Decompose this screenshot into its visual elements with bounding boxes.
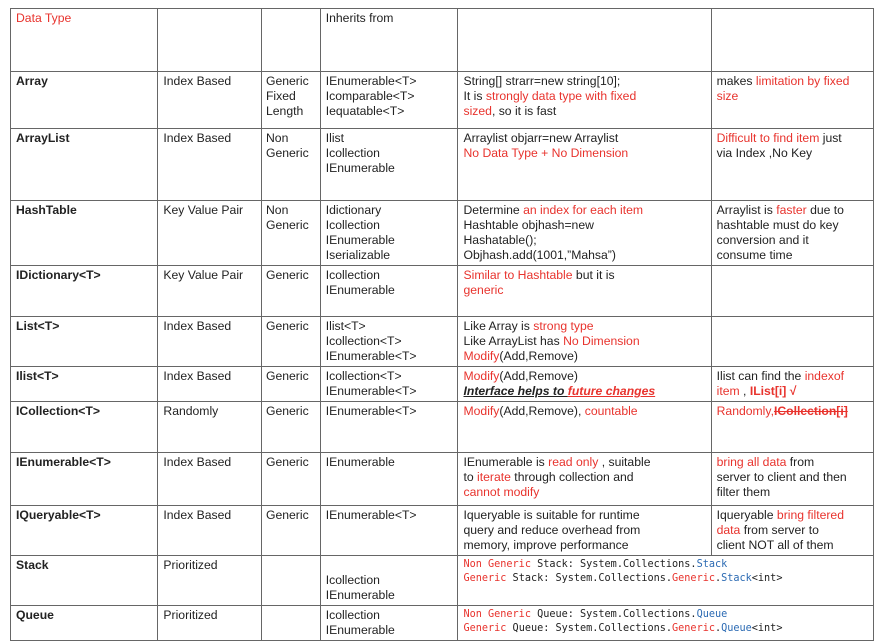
data-type-name: IQueryable<T> (11, 506, 158, 556)
table-row (11, 402, 874, 453)
generic-type (261, 266, 320, 317)
description-line (463, 485, 705, 500)
description (458, 72, 711, 129)
table-row (11, 556, 874, 606)
interface-name: IEnumerable<T> (325, 508, 417, 522)
text-segment: future changes (567, 384, 656, 398)
code-line (463, 622, 868, 636)
interface-name: Iequatable<T> (325, 104, 405, 118)
interface-name: Icollection (325, 608, 380, 622)
text-segment: from server to (740, 523, 819, 537)
note-line (717, 470, 868, 485)
interface-name: IEnumerable<T> (325, 74, 417, 88)
interface-name: Icollection<T> (325, 334, 402, 348)
interface-name: Icollection (325, 573, 380, 587)
text-segment: , suitable (598, 455, 651, 469)
text-segment: IList[i] √ (749, 384, 797, 398)
data-type-name: IEnumerable<T> (11, 453, 158, 506)
interface-name: IEnumerable (325, 161, 395, 175)
text-segment: limitation by fixed (755, 74, 850, 88)
inherits-from-list (320, 556, 458, 606)
data-type-name: Array (11, 72, 158, 129)
text-segment: faster (776, 203, 807, 217)
interface-name: Icollection<T> (325, 369, 402, 383)
text-segment: Generic (463, 573, 507, 584)
text-segment: due to (806, 203, 844, 217)
collections-comparison-table (10, 8, 874, 641)
table-row (11, 72, 874, 129)
text-segment: Similar to Hashtable (463, 268, 573, 282)
access-method: Key Value Pair (158, 266, 262, 317)
description-line (463, 455, 705, 470)
generic-label: Generic (265, 508, 309, 522)
text-segment: . (714, 623, 722, 634)
description-line (463, 233, 705, 248)
generic-label: Generic (265, 146, 309, 160)
note (711, 402, 873, 453)
generic-label: Length (265, 104, 304, 118)
interface-name: IEnumerable (325, 283, 395, 297)
note-line (717, 369, 868, 384)
note-line (717, 508, 868, 523)
text-segment: query and reduce overhead from (463, 523, 641, 537)
text-segment: just (819, 131, 842, 145)
text-segment: filter them (716, 485, 771, 499)
access-method: Prioritized (158, 606, 262, 641)
note-line (717, 404, 868, 419)
inherits-from-list (320, 266, 458, 317)
text-segment: (Add,Remove) (499, 349, 578, 363)
table-row (11, 367, 874, 402)
code-line (463, 572, 868, 586)
text-segment: through collection and (510, 470, 634, 484)
interface-name: IEnumerable (325, 233, 395, 247)
interface-name: IEnumerable<T> (325, 384, 417, 398)
generic-type (261, 453, 320, 506)
description (458, 367, 711, 402)
text-segment: Iqueryable (716, 508, 777, 522)
text-segment: an index for each item (523, 203, 644, 217)
note-line (717, 523, 868, 538)
text-segment: <int> (751, 623, 783, 634)
note-line (717, 131, 868, 146)
text-segment: size (716, 89, 739, 103)
note-line (717, 203, 868, 218)
generic-label: Non (265, 203, 289, 217)
description-line (463, 74, 705, 89)
text-segment: to (463, 470, 478, 484)
text-segment: bring all data (716, 455, 787, 469)
text-segment: Queue (696, 609, 728, 620)
text-segment: Stack (721, 573, 752, 584)
text-segment: Arraylist is (716, 203, 777, 217)
text-segment: bring filtered (776, 508, 844, 522)
description-line (463, 508, 705, 523)
description-line (463, 384, 705, 399)
note-line (717, 233, 868, 248)
header-inherits-from: Inherits from (320, 9, 458, 72)
note-line (717, 218, 868, 233)
inherits-from-list (320, 402, 458, 453)
inherits-from-list (320, 367, 458, 402)
description-line (463, 131, 705, 146)
generic-label: Generic (265, 404, 309, 418)
text-segment: Interface helps to (463, 384, 568, 398)
header-empty-cell (158, 9, 262, 72)
text-segment: hashtable must do key (716, 218, 839, 232)
note-line (717, 455, 868, 470)
description (458, 129, 711, 201)
text-segment: Hashatable(); (463, 233, 537, 247)
generic-label: Fixed (265, 89, 296, 103)
access-method: Randomly (158, 402, 262, 453)
description (458, 402, 711, 453)
text-segment: Stack (696, 559, 728, 570)
text-segment: Determine (463, 203, 524, 217)
access-method: Key Value Pair (158, 201, 262, 266)
text-segment: client NOT all of them (716, 538, 834, 552)
text-segment: generic (463, 283, 504, 297)
description-line (463, 334, 705, 349)
note (711, 266, 873, 317)
text-segment: conversion and it (716, 233, 809, 247)
text-segment: Like Array is (463, 319, 534, 333)
text-segment: IEnumerable is (463, 455, 549, 469)
interface-name: Icomparable<T> (325, 89, 415, 103)
note-line (717, 538, 868, 553)
text-segment: Stack: System.Collections. (530, 559, 697, 570)
text-segment: Modify (463, 369, 500, 383)
table-row (11, 201, 874, 266)
description (458, 266, 711, 317)
text-segment: countable (584, 404, 638, 418)
text-segment: Generic (463, 623, 507, 634)
text-segment: Generic (672, 623, 715, 634)
interface-name: Ilist (325, 131, 344, 145)
description-line (463, 283, 705, 298)
text-segment: Ilist can find the (716, 369, 805, 383)
access-method: Index Based (158, 506, 262, 556)
description-line (463, 104, 705, 119)
inherits-from-list (320, 129, 458, 201)
interface-name: IEnumerable<T> (325, 349, 417, 363)
text-segment: <int> (751, 573, 783, 584)
table-row (11, 453, 874, 506)
description (458, 201, 711, 266)
access-method: Index Based (158, 367, 262, 402)
code-line (463, 558, 868, 572)
text-segment: Generic (672, 573, 715, 584)
text-segment: consume time (716, 248, 793, 262)
access-method: Index Based (158, 317, 262, 367)
generic-label: Generic (265, 74, 309, 88)
description (458, 453, 711, 506)
interface-name: Icollection (325, 146, 380, 160)
text-segment: Iqueryable is suitable for runtime (463, 508, 640, 522)
header-empty-cell (458, 9, 711, 72)
inherits-from-list (320, 506, 458, 556)
text-segment: . (714, 573, 722, 584)
table-row (11, 317, 874, 367)
interface-name: IEnumerable<T> (325, 404, 417, 418)
text-segment: Queue (721, 623, 752, 634)
description (458, 317, 711, 367)
data-type-name: Stack (11, 556, 158, 606)
text-segment: Queue: System.Collections. (506, 623, 673, 634)
text-segment: via Index ,No Key (716, 146, 813, 160)
description-line (463, 319, 705, 334)
text-segment: cannot modify (463, 485, 540, 499)
inherits-from-list (320, 453, 458, 506)
table-row (11, 606, 874, 641)
description-line (463, 349, 705, 364)
code-example (458, 556, 874, 606)
inherits-from-list (320, 201, 458, 266)
text-segment: (Add,Remove) (499, 369, 578, 383)
interface-name: Iserializable (325, 248, 391, 262)
table-row (11, 266, 874, 317)
interface-name: Ilist<T> (325, 319, 366, 333)
generic-type (261, 201, 320, 266)
data-type-name: IDictionary<T> (11, 266, 158, 317)
generic-type (261, 317, 320, 367)
text-segment: but it is (572, 268, 615, 282)
note-line (717, 146, 868, 161)
text-segment: Modify (463, 349, 500, 363)
header-empty-cell (261, 9, 320, 72)
code-example (458, 606, 874, 641)
interface-name: Icollection (325, 218, 380, 232)
description (458, 506, 711, 556)
description-line (463, 268, 705, 283)
inherits-from-list (320, 606, 458, 641)
generic-label: Generic (265, 369, 309, 383)
text-segment: read only (548, 455, 599, 469)
data-type-name: Ilist<T> (11, 367, 158, 402)
description-line (463, 248, 705, 263)
data-type-name: Queue (11, 606, 158, 641)
text-segment: It is (463, 89, 486, 103)
generic-label: Generic (265, 268, 309, 282)
generic-label: Non (265, 131, 289, 145)
generic-type (261, 129, 320, 201)
note-line (717, 485, 868, 500)
generic-type (261, 367, 320, 402)
text-segment: makes (716, 74, 756, 88)
access-method: Index Based (158, 453, 262, 506)
text-segment: strong type (533, 319, 594, 333)
code-line (463, 608, 868, 622)
text-segment: indexof (804, 369, 844, 383)
note (711, 367, 873, 402)
access-method: Index Based (158, 72, 262, 129)
description-line (463, 538, 705, 553)
interface-name: Icollection (325, 268, 380, 282)
note-line (717, 89, 868, 104)
text-segment: data (716, 523, 741, 537)
header-empty-cell (711, 9, 873, 72)
description-line (463, 218, 705, 233)
text-segment: String[] strarr=new string[10]; (463, 74, 621, 88)
description-line (463, 404, 705, 419)
generic-type (261, 72, 320, 129)
data-type-name: HashTable (11, 201, 158, 266)
text-segment: Non Generic (463, 609, 531, 620)
description-line (463, 146, 705, 161)
note (711, 453, 873, 506)
interface-name: Idictionary (325, 203, 382, 217)
generic-label: Generic (265, 218, 309, 232)
text-segment: iterate (477, 470, 511, 484)
text-segment: , so it is fast (491, 104, 557, 118)
text-segment: Stack: System.Collections. (506, 573, 673, 584)
text-segment: Modify (463, 404, 500, 418)
generic-label: Generic (265, 455, 309, 469)
note (711, 72, 873, 129)
text-segment: memory, improve performance (463, 538, 629, 552)
comparison-table-container (10, 8, 874, 641)
description-line (463, 470, 705, 485)
generic-type (261, 402, 320, 453)
text-segment: ICollection[i] (773, 404, 848, 418)
generic-type (261, 606, 320, 641)
text-segment: Like ArrayList has (463, 334, 564, 348)
table-row (11, 129, 874, 201)
description-line (463, 369, 705, 384)
text-segment: sized (463, 104, 492, 118)
access-method: Index Based (158, 129, 262, 201)
description-line (463, 523, 705, 538)
generic-type (261, 506, 320, 556)
text-segment: No Dimension (563, 334, 640, 348)
note (711, 317, 873, 367)
interface-name (326, 558, 453, 573)
text-segment: from (786, 455, 815, 469)
note (711, 129, 873, 201)
data-type-name: ICollection<T> (11, 402, 158, 453)
interface-name: IEnumerable (325, 455, 395, 469)
inherits-from-list (320, 72, 458, 129)
text-segment: Objhash.add(1001,”Mahsa”) (463, 248, 616, 262)
description-line (463, 203, 705, 218)
text-segment: Queue: System.Collections. (530, 609, 697, 620)
header-data-type: Data Type (11, 9, 158, 72)
generic-type (261, 556, 320, 606)
note-line (717, 74, 868, 89)
data-type-name: List<T> (11, 317, 158, 367)
text-segment: (Add,Remove), (499, 404, 585, 418)
text-segment: Non Generic (463, 559, 531, 570)
text-segment: Arraylist objarr=new Arraylist (463, 131, 619, 145)
text-segment: Difficult to find item (716, 131, 820, 145)
access-method: Prioritized (158, 556, 262, 606)
inherits-from-list (320, 317, 458, 367)
interface-name: IEnumerable (325, 623, 395, 637)
interface-name: IEnumerable (325, 588, 395, 602)
text-segment: server to client and then (716, 470, 847, 484)
text-segment: strongly data type with fixed (485, 89, 637, 103)
description-line (463, 89, 705, 104)
note (711, 201, 873, 266)
table-row (11, 506, 874, 556)
table-header-row (11, 9, 874, 72)
note (711, 506, 873, 556)
generic-label: Generic (265, 319, 309, 333)
data-type-name: ArrayList (11, 129, 158, 201)
text-segment: , (743, 384, 750, 398)
note-line (717, 248, 868, 263)
note-line (717, 384, 868, 399)
text-segment: Hashtable objhash=new (463, 218, 594, 232)
text-segment: No Data Type + No Dimension (463, 146, 629, 160)
text-segment: item (716, 384, 744, 398)
text-segment: Randomly, (716, 404, 774, 418)
